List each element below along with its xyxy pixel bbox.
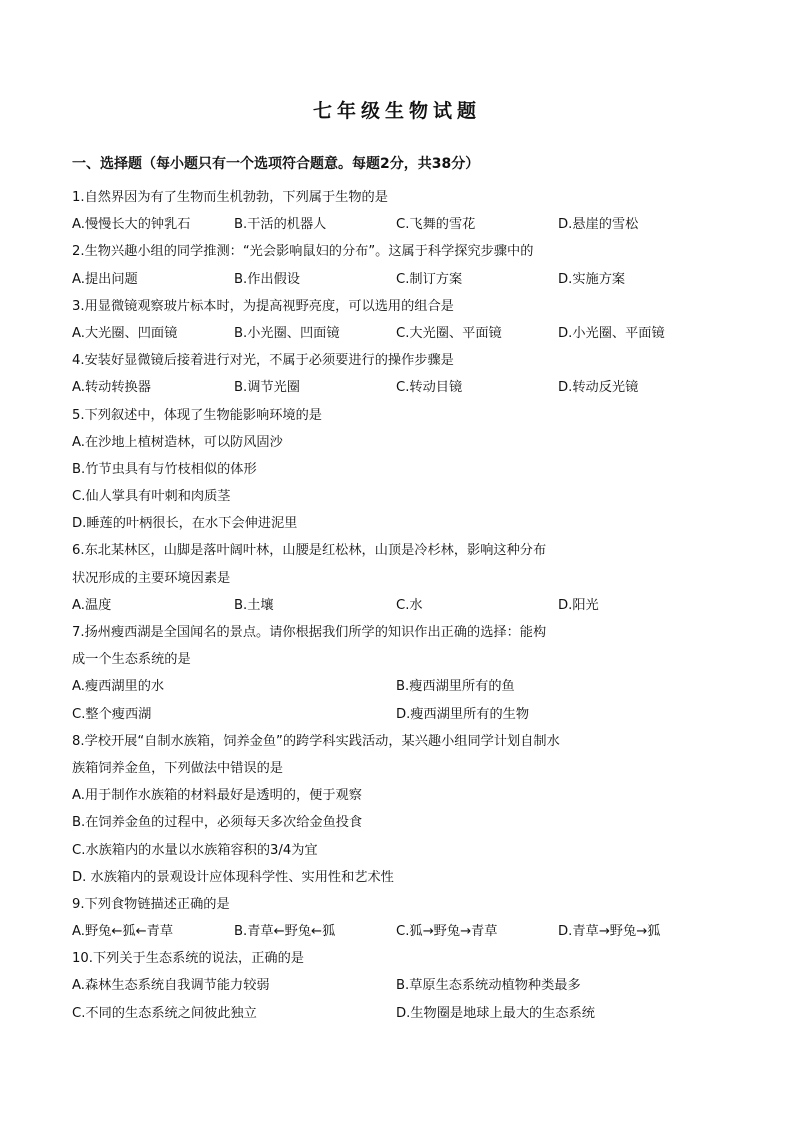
question-stem: 状况形成的主要环境因素是 bbox=[72, 570, 231, 586]
answer-option: A.温度 bbox=[72, 597, 112, 613]
page-title: 七年级生物试题 bbox=[312, 100, 481, 122]
question-10 bbox=[72, 948, 762, 1030]
question-stem: 3.用显微镜观察玻片标本时，为提高视野亮度，可以选用的组合是 bbox=[72, 298, 454, 314]
options-row bbox=[72, 269, 762, 296]
question-stem: 成一个生态系统的是 bbox=[72, 652, 191, 668]
answer-option: C.制订方案 bbox=[396, 271, 463, 287]
answer-option: A.在沙地上植树造林，可以防风固沙 bbox=[72, 434, 283, 450]
options-row bbox=[72, 921, 762, 948]
answer-option: D. 水族箱内的景观设计应体现科学性、实用性和艺术性 bbox=[72, 869, 394, 885]
options-row bbox=[72, 377, 762, 404]
answer-option: A.转动转换器 bbox=[72, 380, 151, 396]
question-stem: 7.扬州瘦西湖是全国闻名的景点。请你根据我们所学的知识作出正确的选择：能构 bbox=[72, 625, 547, 640]
answer-option: D.实施方案 bbox=[558, 271, 626, 287]
question-3 bbox=[72, 296, 762, 350]
options-row bbox=[72, 214, 762, 241]
options-row bbox=[72, 595, 762, 622]
answer-option: A.大光圈、凹面镜 bbox=[72, 325, 178, 341]
question-stem: 6.东北某林区，山脚是落叶阔叶林，山腰是红松林，山顶是冷杉林，影响这种分布 bbox=[72, 543, 547, 559]
answer-option: C.不同的生态系统之间彼此独立 bbox=[72, 1005, 257, 1021]
question-stem: 2.生物兴趣小组的同学推测：“光会影响鼠妇的分布”。这属于科学探究步骤中的 bbox=[72, 244, 534, 260]
answer-option: C.水 bbox=[396, 597, 423, 613]
question-7 bbox=[72, 622, 762, 731]
answer-option: D.小光圈、平面镜 bbox=[558, 325, 665, 341]
answer-option: D.睡莲的叶柄很长，在水下会伸进泥里 bbox=[72, 516, 298, 532]
question-4 bbox=[72, 350, 762, 404]
question-stem: 10.下列关于生态系统的说法，正确的是 bbox=[72, 951, 304, 967]
section-heading: 一、选择题（每小题只有一个选项符合题意。每题2分，共38分） bbox=[72, 156, 480, 172]
answer-option: C.转动目镜 bbox=[396, 380, 463, 396]
answer-option: B.干活的机器人 bbox=[234, 217, 327, 233]
answer-option: A.瘦西湖里的水 bbox=[72, 679, 165, 695]
question-stem: 8.学校开展“自制水族箱，饲养金鱼”的跨学科实践活动，某兴趣小组同学计划自制水 bbox=[72, 733, 560, 749]
options-row bbox=[72, 1003, 762, 1030]
question-5 bbox=[72, 405, 762, 541]
answer-option: B.瘦西湖里所有的鱼 bbox=[396, 679, 515, 695]
answer-option: A.用于制作水族箱的材料最好是透明的，便于观察 bbox=[72, 788, 362, 804]
question-stem: 4.安装好显微镜后接着进行对光，不属于必须要进行的操作步骤是 bbox=[72, 353, 454, 369]
question-1 bbox=[72, 187, 762, 241]
question-2 bbox=[72, 241, 762, 295]
answer-option: C.水族箱内的水量以水族箱容积的3/4为宜 bbox=[72, 842, 318, 858]
answer-option: A.提出问题 bbox=[72, 271, 138, 287]
answer-option: B.作出假设 bbox=[234, 271, 300, 287]
options-row bbox=[72, 975, 762, 1002]
question-8 bbox=[72, 731, 762, 894]
answer-option: D.悬崖的雪松 bbox=[558, 217, 639, 233]
answer-option: A.慢慢长大的钟乳石 bbox=[72, 217, 191, 233]
question-stem: 9.下列食物链描述正确的是 bbox=[72, 896, 230, 912]
question-list bbox=[72, 187, 762, 1030]
answer-option: D.转动反光镜 bbox=[558, 380, 639, 396]
answer-option: D.阳光 bbox=[558, 597, 599, 613]
question-stem: 5.下列叙述中，体现了生物能影响环境的是 bbox=[72, 407, 322, 423]
options-row bbox=[72, 704, 762, 731]
answer-option: B.在饲养金鱼的过程中，必须每天多次给金鱼投食 bbox=[72, 815, 363, 831]
answer-option: D.生物圈是地球上最大的生态系统 bbox=[396, 1005, 595, 1021]
answer-option: C.整个瘦西湖 bbox=[72, 706, 152, 722]
answer-option: D.瘦西湖里所有的生物 bbox=[396, 706, 530, 722]
answer-option: B.草原生态系统动植物种类最多 bbox=[396, 978, 581, 994]
answer-option: B.调节光圈 bbox=[234, 380, 300, 396]
answer-option: C.仙人掌具有叶刺和肉质茎 bbox=[72, 489, 231, 505]
question-stem: 1.自然界因为有了生物而生机勃勃，下列属于生物的是 bbox=[72, 190, 388, 205]
answer-option: C.飞舞的雪花 bbox=[396, 217, 476, 233]
answer-option: A.森林生态系统自我调节能力较弱 bbox=[72, 978, 270, 994]
answer-option: C.大光圈、平面镜 bbox=[396, 325, 502, 341]
question-stem: 族箱饲养金鱼，下列做法中错误的是 bbox=[72, 760, 283, 776]
answer-option: B.竹节虫具有与竹枝相似的体形 bbox=[72, 461, 257, 477]
question-6 bbox=[72, 540, 762, 622]
answer-option: D.青草→野兔→狐 bbox=[558, 924, 661, 940]
options-row bbox=[72, 323, 762, 350]
answer-option: B.土壤 bbox=[234, 597, 274, 613]
answer-option: B.青草←野兔←狐 bbox=[234, 924, 336, 940]
answer-option: B.小光圈、凹面镜 bbox=[234, 325, 340, 341]
answer-option: C.狐→野兔→青草 bbox=[396, 924, 498, 940]
options-row bbox=[72, 676, 762, 703]
answer-option: A.野兔←狐←青草 bbox=[72, 924, 174, 940]
question-9 bbox=[72, 894, 762, 948]
